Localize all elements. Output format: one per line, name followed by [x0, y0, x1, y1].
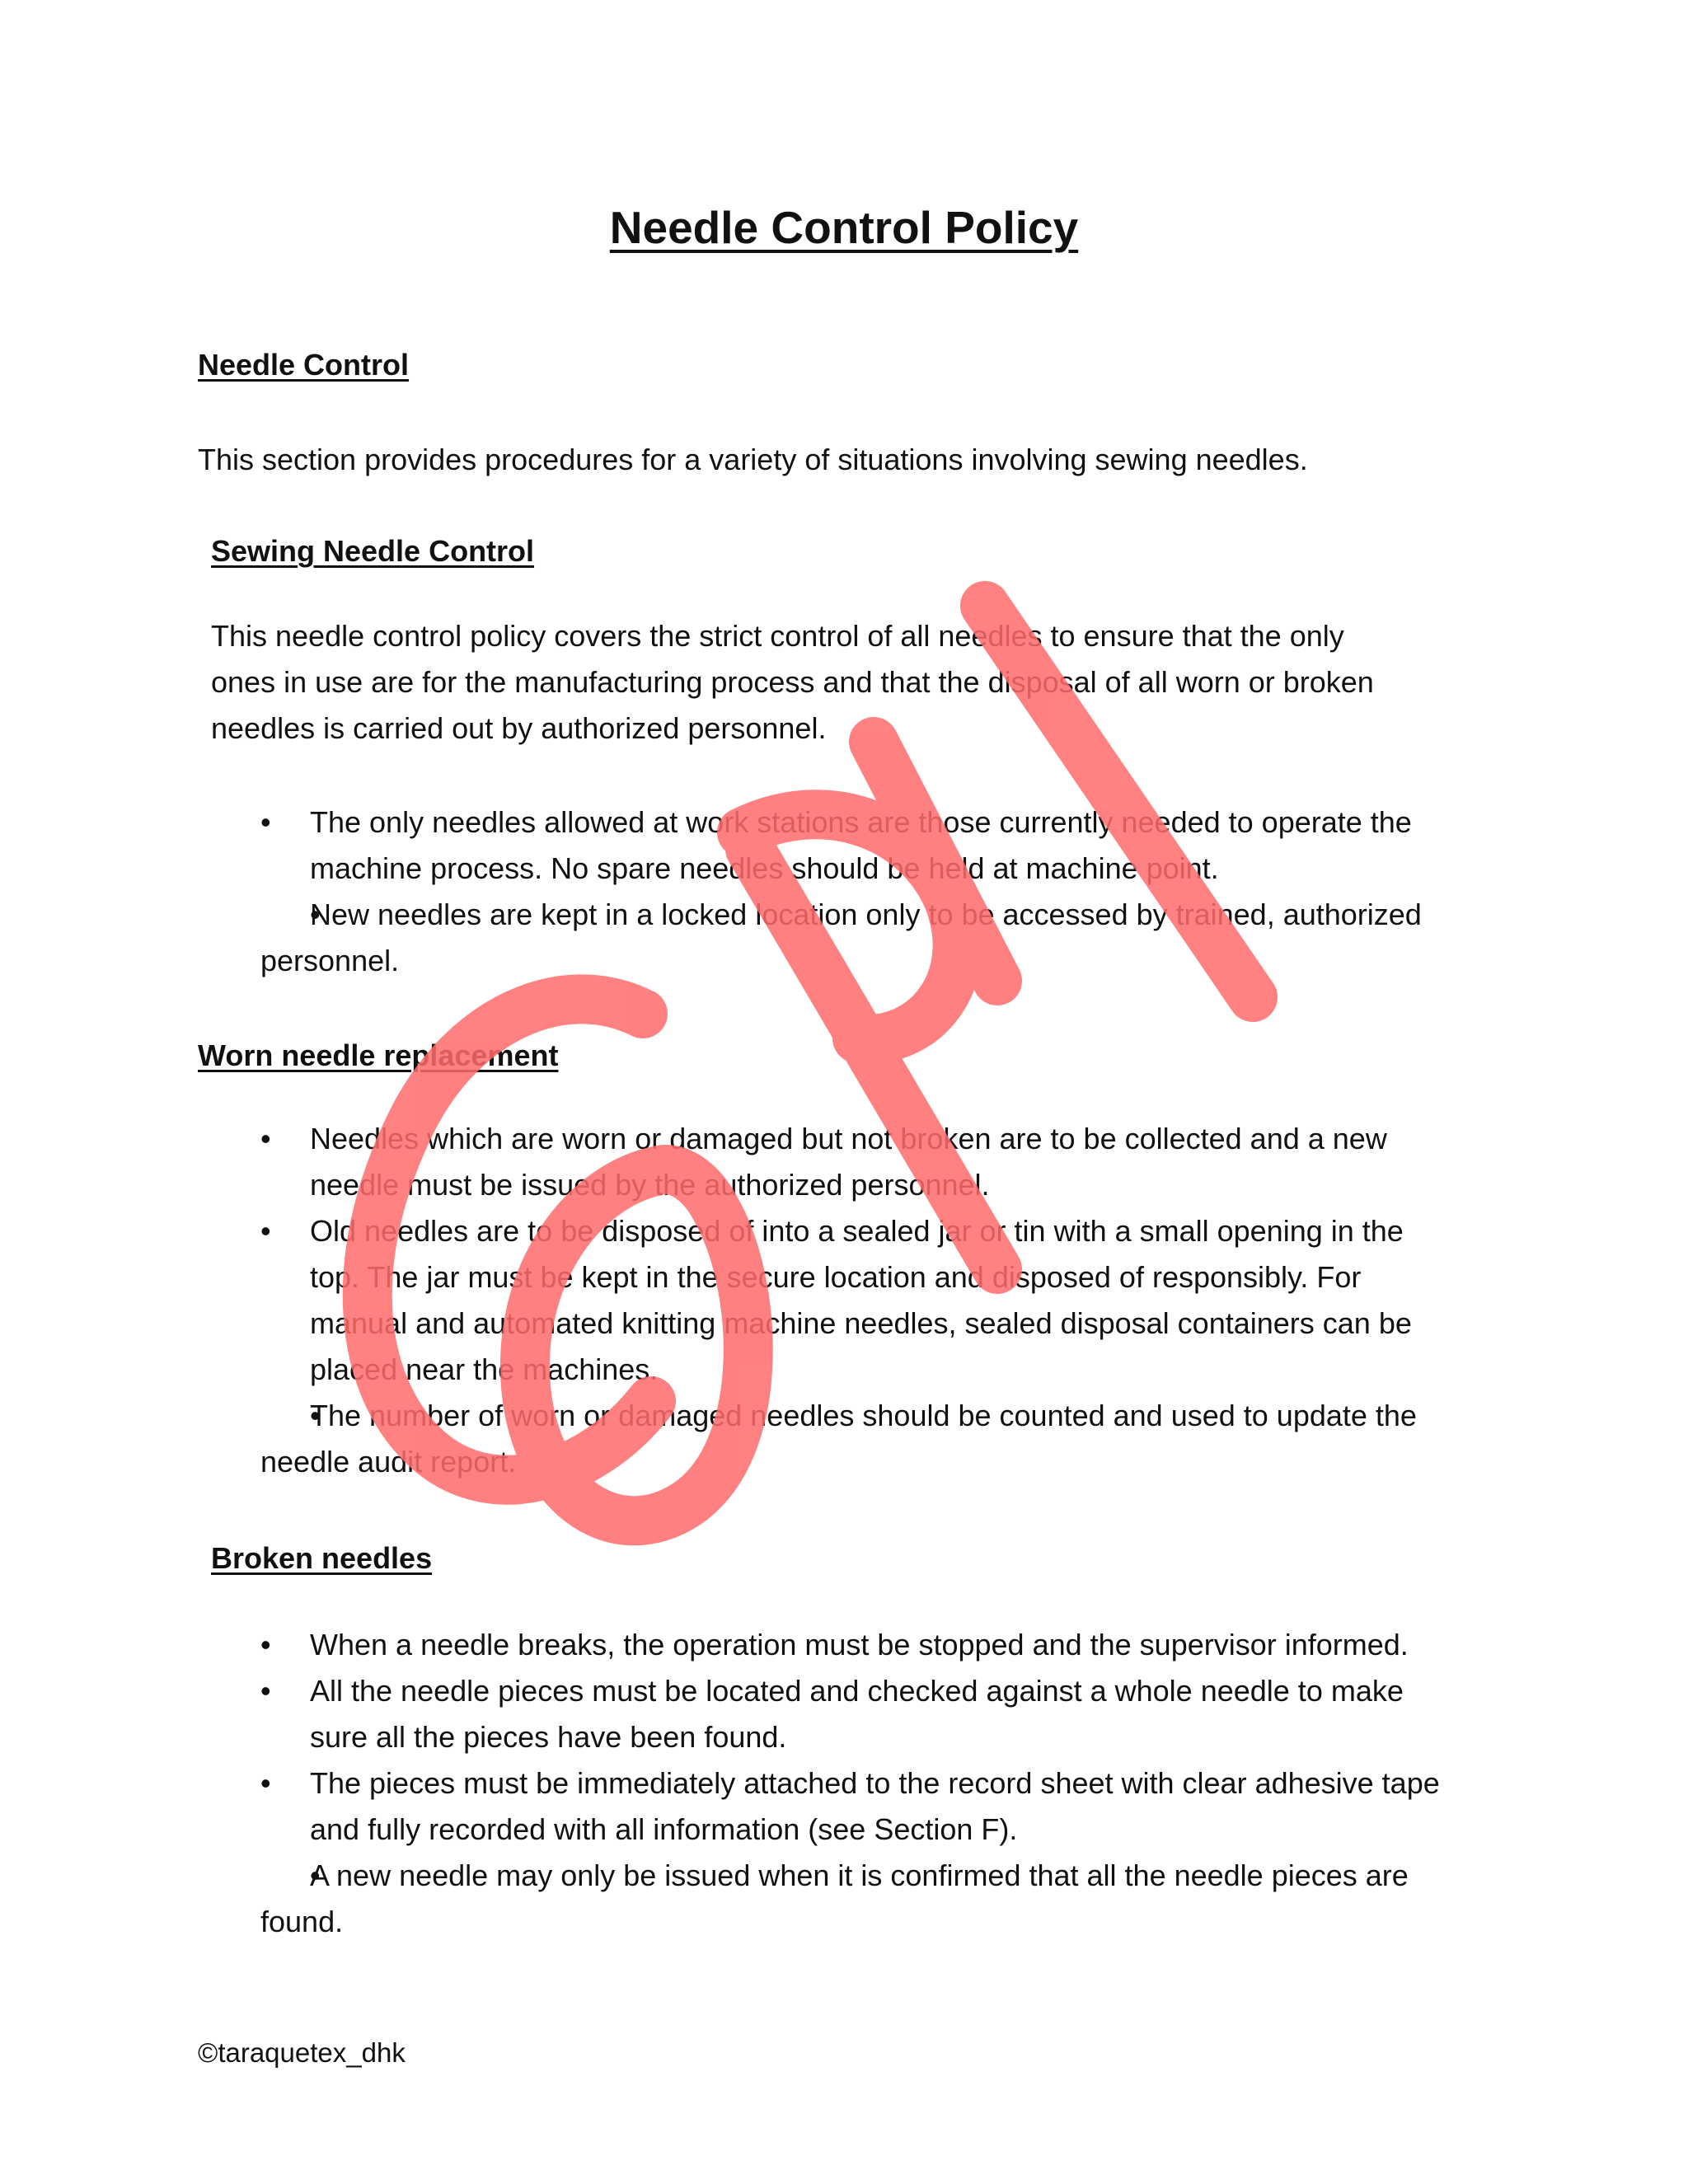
needle-control-intro: This section provides procedures for a variety of situations involving sewing needles.	[198, 443, 1308, 476]
bullet-item: • Old needles are to be disposed of into a sealed jar or tin with a small opening in the top. The jar must be kept in the secure location and disposed of responsibly. For manual and automated knitting machine needles, sealed disposal containers can be placed near the machines.	[260, 1208, 1447, 1393]
bullet-item: • The pieces must be immediately attached to the record sheet with clear adhesive tape and fully recorded with all information (see Section F).	[260, 1760, 1447, 1853]
bullet-item: • When a needle breaks, the operation must be stopped and the supervisor informed.	[260, 1622, 1447, 1668]
section-heading-broken-needles: Broken needles	[211, 1541, 433, 1575]
section-heading-sewing-needle-control: Sewing Needle Control	[211, 534, 535, 568]
section-heading-needle-control: Needle Control	[198, 348, 410, 382]
section-heading-worn-needle-replacement: Worn needle replacement	[198, 1038, 559, 1072]
bullet-item: • New needles are kept in a locked location only to be accessed by trained, authorized personnel.	[260, 892, 1464, 984]
paragraph-line: This needle control policy covers the strict control of all needles to ensure that the only	[211, 619, 1344, 653]
worn-needle-replacement-bullets	[260, 1116, 1447, 1485]
sewing-needle-control-paragraph	[211, 613, 1530, 752]
bullet-item: • The only needles allowed at work stations are those currently needed to operate the machine process. No spare needles should be held at machine point.	[260, 799, 1464, 892]
bullet-item: • All the needle pieces must be located and checked against a whole needle to make sure all the pieces have been found.	[260, 1668, 1447, 1760]
bullet-item: • The number of worn or damaged needles should be counted and used to update the needle audit report.	[260, 1393, 1447, 1485]
bullet-item: • Needles which are worn or damaged but not broken are to be collected and a new needle must be issued by the authorized personnel.	[260, 1116, 1447, 1208]
broken-needles-bullets	[260, 1622, 1447, 1945]
footer-copyright: ©taraquetex_dhk	[198, 2037, 406, 2068]
paragraph-line: needles is carried out by authorized personnel.	[211, 711, 827, 745]
bullet-item: • A new needle may only be issued when it is confirmed that all the needle pieces are found.	[260, 1853, 1447, 1945]
paragraph-line: ones in use are for the manufacturing process and that the disposal of all worn or broken	[211, 665, 1374, 699]
sewing-needle-control-bullets	[260, 799, 1464, 984]
document-title: Needle Control Policy	[609, 202, 1079, 253]
